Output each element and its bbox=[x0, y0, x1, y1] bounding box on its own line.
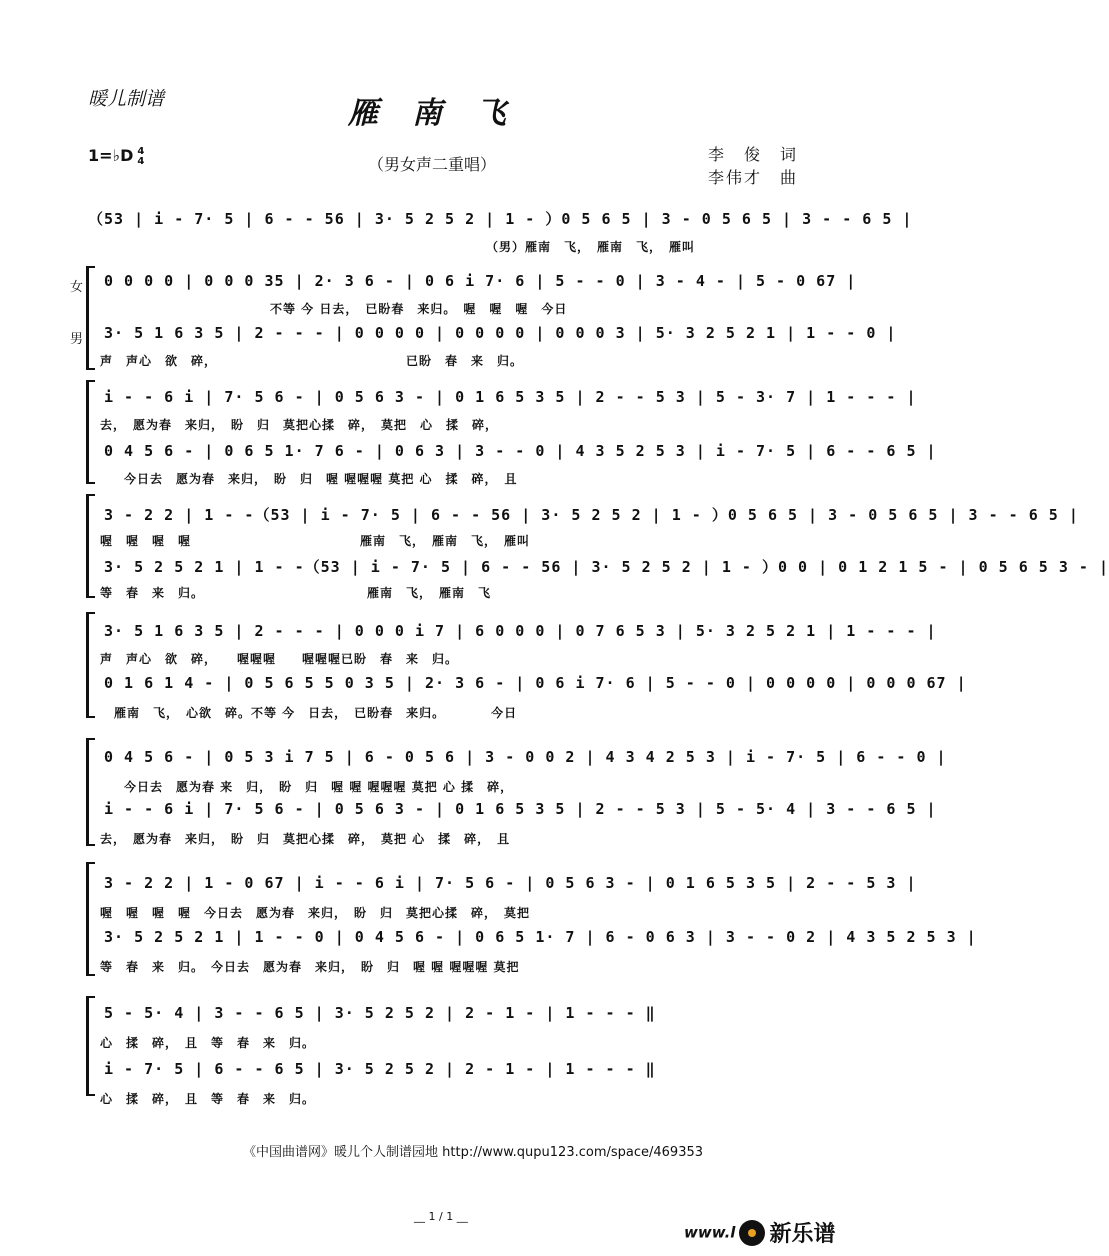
time-top: 4 bbox=[137, 145, 145, 157]
notation-line: i - - 6 i | 7· 5 6 - | 0 5 6 3 - | 0 1 6 5 3 5 | 2 - - 5 3 | 5 - 3· 7 | 1 - - - | bbox=[104, 388, 917, 406]
notation-line: （53 | i - 7· 5 | 6 - - 56 | 3· 5 2 5 2 | 1 - ）0 5 6 5 | 3 - 0 5 6 5 | 3 - - 6 5 | bbox=[88, 210, 913, 228]
system-bracket bbox=[86, 996, 95, 1096]
lyric-line: 今日去 愿为春 来 归， 盼 归 喔 喔 喔喔喔 莫把 心 揉 碎， bbox=[124, 780, 514, 794]
lyric-line: 等 春 来 归。 雁南 飞， 雁南 飞 bbox=[100, 586, 492, 600]
lyric-line: 雁南 飞， 心欲 碎。不等 今 日去， 已盼春 来归。 今日 bbox=[114, 706, 518, 720]
logo-url: www.l bbox=[684, 1223, 736, 1242]
subtitle: （男女声二重唱） bbox=[368, 155, 497, 174]
lyric-line: 不等 今 日去， 已盼春 来归。 喔 喔 喔 今日 bbox=[270, 302, 568, 316]
system-bracket bbox=[86, 738, 95, 846]
site-logo[interactable] bbox=[684, 1217, 835, 1248]
lyric-line: 今日去 愿为春 来归， 盼 归 喔 喔喔喔 莫把 心 揉 碎， 且 bbox=[124, 472, 518, 486]
system-bracket bbox=[86, 380, 95, 484]
arranger-credit: 暖儿制谱 bbox=[88, 88, 165, 110]
lyric-line: 去， 愿为春 来归， 盼 归 莫把心揉 碎， 莫把 心 揉 碎， 且 bbox=[100, 832, 511, 846]
system-bracket bbox=[86, 494, 95, 598]
notation-line: 0 4 5 6 - | 0 5 3 i 7 5 | 6 - 0 5 6 | 3 - 0 0 2 | 4 3 4 2 5 3 | i - 7· 5 | 6 - - 0 | bbox=[104, 748, 947, 766]
notation-line: 3· 5 1 6 3 5 | 2 - - - | 0 0 0 0 | 0 0 0 0 | 0 0 0 3 | 5· 3 2 5 2 1 | 1 - - 0 | bbox=[104, 324, 897, 342]
system-bracket bbox=[86, 612, 95, 718]
lyric-line: 去， 愿为春 来归， 盼 归 莫把心揉 碎， 莫把 心 揉 碎， bbox=[100, 418, 499, 432]
notation-line: 0 4 5 6 - | 0 6 5 1· 7 6 - | 0 6 3 | 3 - - 0 | 4 3 5 2 5 3 | i - 7· 5 | 6 - - 6 5 | bbox=[104, 442, 937, 460]
part-label-male: 男 bbox=[70, 332, 84, 347]
key-label: 1=♭D bbox=[88, 146, 134, 165]
record-disc-icon bbox=[739, 1220, 765, 1246]
lyric-line: 等 春 来 归。 今日去 愿为春 来归， 盼 归 喔 喔 喔喔喔 莫把 bbox=[100, 960, 520, 974]
logo-brand: 新乐谱 bbox=[769, 1222, 836, 1247]
notation-line: 3· 5 1 6 3 5 | 2 - - - | 0 0 0 i 7 | 6 0 0 0 | 0 7 6 5 3 | 5· 3 2 5 2 1 | 1 - - - | bbox=[104, 622, 937, 640]
notation-line: 5 - 5· 4 | 3 - - 6 5 | 3· 5 2 5 2 | 2 - 1 - | 1 - - - ‖ bbox=[104, 1004, 656, 1022]
notation-line: 3 - 2 2 | 1 - 0 67 | i - - 6 i | 7· 5 6 - | 0 5 6 3 - | 0 1 6 5 3 5 | 2 - - 5 3 | bbox=[104, 874, 917, 892]
lyric-line: 声 声心 欲 碎， 喔喔喔 喔喔喔已盼 春 来 归。 bbox=[100, 652, 459, 666]
system-bracket bbox=[86, 266, 95, 370]
notation-line: 3 - 2 2 | 1 - -（53 | i - 7· 5 | 6 - - 56 | 3· 5 2 5 2 | 1 - ）0 5 6 5 | 3 - 0 5 6 5 | 3 - - 6 5 | bbox=[104, 506, 1079, 524]
notation-line: 3· 5 2 5 2 1 | 1 - - 0 | 0 4 5 6 - | 0 6 5 1· 7 | 6 - 0 6 3 | 3 - - 0 2 | 4 3 5 2 5 3 | bbox=[104, 928, 977, 946]
system-bracket bbox=[86, 862, 95, 976]
notation-line: i - - 6 i | 7· 5 6 - | 0 5 6 3 - | 0 1 6 5 3 5 | 2 - - 5 3 | 5 - 5· 4 | 3 - - 6 5 | bbox=[104, 800, 937, 818]
notation-line: i - 7· 5 | 6 - - 6 5 | 3· 5 2 5 2 | 2 - 1 - | 1 - - - ‖ bbox=[104, 1060, 656, 1078]
time-bottom: 4 bbox=[137, 155, 145, 167]
time-signature bbox=[137, 147, 144, 167]
lyric-line: 喔 喔 喔 喔 今日去 愿为春 来归， 盼 归 莫把心揉 碎， 莫把 bbox=[100, 906, 531, 920]
notation-line: 3· 5 2 5 2 1 | 1 - -（53 | i - 7· 5 | 6 - - 56 | 3· 5 2 5 2 | 1 - ）0 0 | 0 1 2 1 5 - | 0 5 6 5 3 - | bbox=[104, 558, 1109, 576]
lyric-line: 喔 喔 喔 喔 雁南 飞， 雁南 飞， 雁叫 bbox=[100, 534, 531, 548]
lyric-line: 心 揉 碎， 且 等 春 来 归。 bbox=[100, 1092, 316, 1106]
page-number: __ 1 / 1 __ bbox=[414, 1210, 468, 1223]
composer-credit: 李伟才 曲 bbox=[708, 168, 799, 187]
lyric-line: 心 揉 碎， 且 等 春 来 归。 bbox=[100, 1036, 316, 1050]
key-signature bbox=[88, 146, 144, 167]
lyric-line: （男）雁南 飞， 雁南 飞， 雁叫 bbox=[486, 240, 696, 254]
lyric-line: 声 声心 欲 碎， 已盼 春 来 归。 bbox=[100, 354, 524, 368]
source-footer: 《中国曲谱网》暖儿个人制谱园地 http://www.qupu123.com/space/469353 bbox=[243, 1145, 704, 1160]
song-title: 雁南飞 bbox=[348, 96, 540, 131]
lyricist-credit: 李 俊 词 bbox=[708, 145, 799, 164]
notation-line: 0 1 6 1 4 - | 0 5 6 5 5 0 3 5 | 2· 3 6 - | 0 6 i 7· 6 | 5 - - 0 | 0 0 0 0 | 0 0 0 67 | bbox=[104, 674, 967, 692]
part-label-female: 女 bbox=[70, 280, 84, 295]
notation-line: 0 0 0 0 | 0 0 0 35 | 2· 3 6 - | 0 6 i 7· 6 | 5 - - 0 | 3 - 4 - | 5 - 0 67 | bbox=[104, 272, 857, 290]
